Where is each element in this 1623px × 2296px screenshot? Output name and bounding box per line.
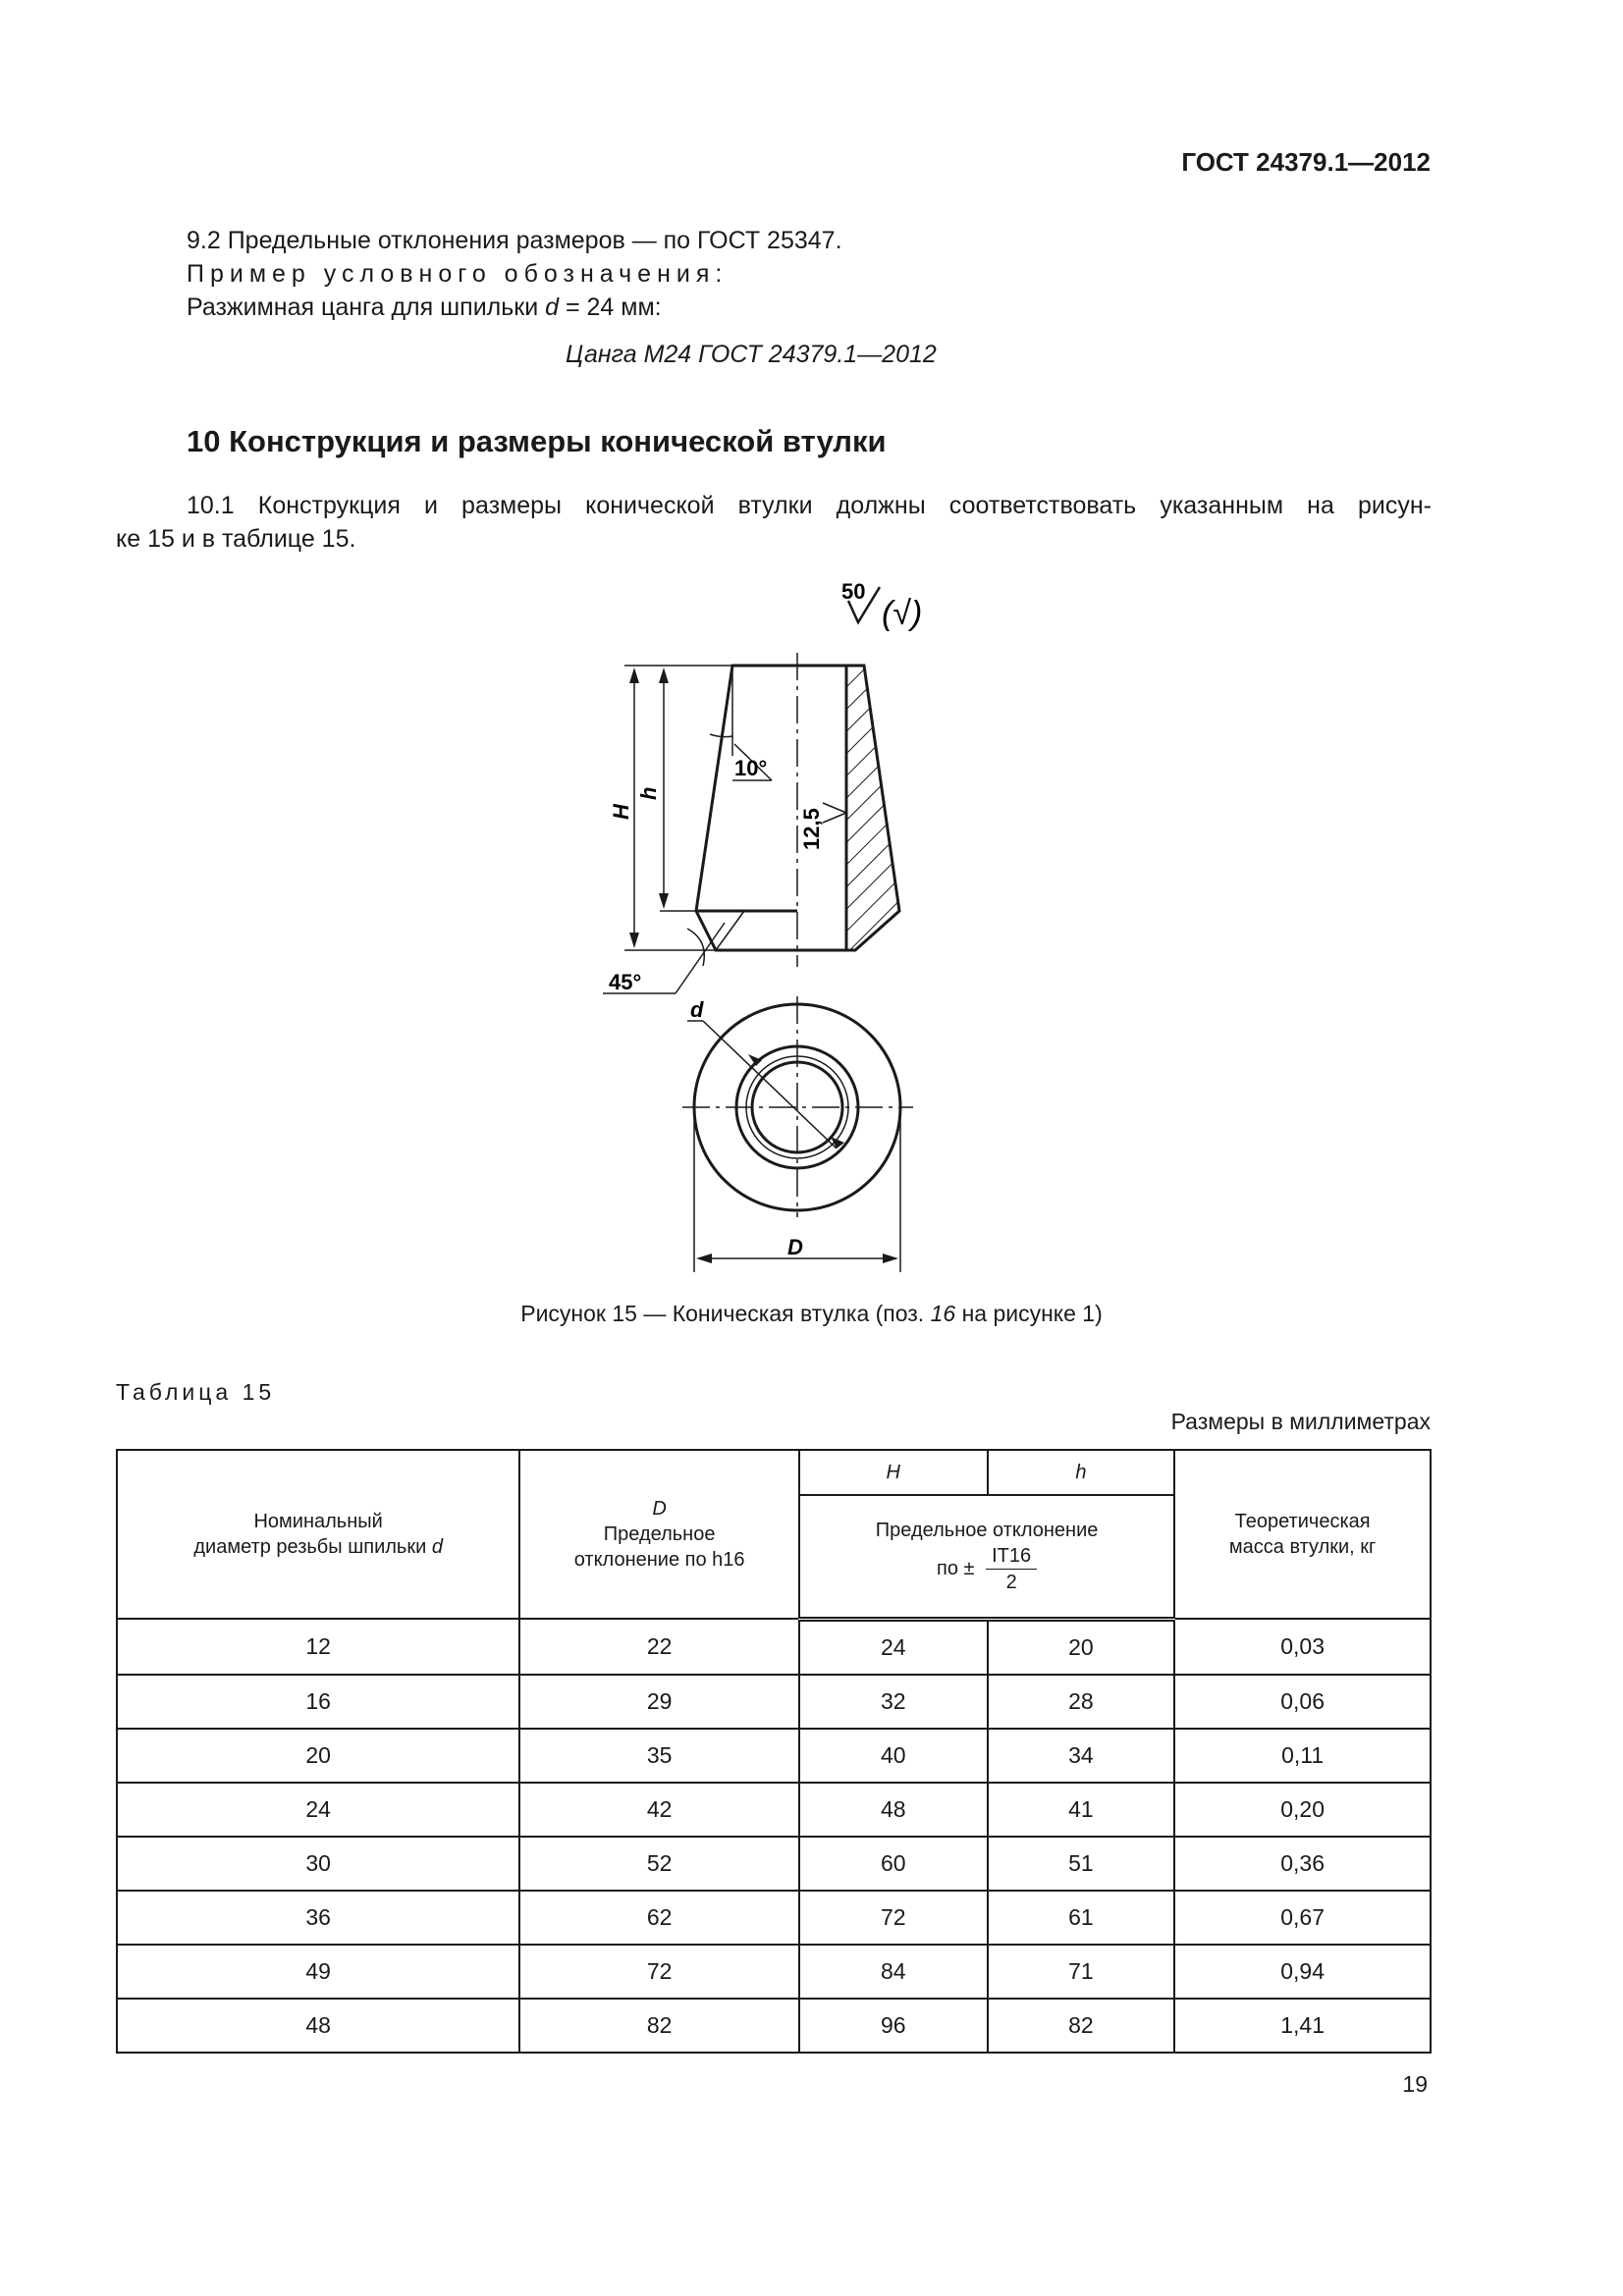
header-tolerance-fraction <box>986 1543 1037 1595</box>
dim-label-angle-taper: 10° <box>734 756 768 780</box>
cell-H: 40 <box>799 1729 988 1783</box>
cell-h: 61 <box>988 1891 1175 1945</box>
cell-mass: 0,11 <box>1174 1729 1431 1783</box>
table-row <box>117 1945 1431 1999</box>
cell-h: 20 <box>988 1619 1175 1675</box>
figure-caption <box>0 1301 1623 1327</box>
example-text-post: = 24 мм: <box>559 294 662 321</box>
top-view <box>682 996 913 1272</box>
roughness-symbol <box>841 579 922 632</box>
cell-h: 28 <box>988 1675 1175 1729</box>
cell-H: 48 <box>799 1783 988 1837</box>
header-mass-line2: масса втулки, кг <box>1228 1536 1377 1558</box>
header-tolerance-pre: по ± <box>937 1557 975 1579</box>
cell-D: 72 <box>519 1945 799 1999</box>
example-var-d: d <box>545 294 560 321</box>
cell-d: 16 <box>117 1675 519 1729</box>
dim-label-angle-chamfer: 45° <box>609 970 642 994</box>
cell-h: 41 <box>988 1783 1175 1837</box>
dim-label-d: d <box>690 997 704 1022</box>
clause-10-1-line1: 10.1 Конструкция и размеры конической втулки должны соответствовать указанным на рисун- <box>187 492 1432 519</box>
header-nominal-line2: диаметр резьбы шпильки <box>193 1536 432 1558</box>
header-nominal-diameter <box>117 1450 519 1619</box>
header-nominal-line1: Номинальный <box>253 1511 383 1532</box>
fraction-numerator: IT16 <box>986 1543 1037 1570</box>
table-row <box>117 1891 1431 1945</box>
header-tolerance-line1: Предельное отклонение <box>875 1519 1099 1541</box>
cell-D: 35 <box>519 1729 799 1783</box>
table-row <box>117 1675 1431 1729</box>
cell-H: 84 <box>799 1945 988 1999</box>
header-D-line2: отклонение по h16 <box>573 1549 745 1571</box>
cell-D: 29 <box>519 1675 799 1729</box>
header-D <box>519 1450 799 1619</box>
example-label: Пример условного обозначения: <box>187 260 729 288</box>
cell-mass: 1,41 <box>1174 1999 1431 2053</box>
cell-D: 22 <box>519 1619 799 1675</box>
header-mass-line1: Теоретическая <box>1234 1511 1371 1532</box>
cell-d: 20 <box>117 1729 519 1783</box>
cell-d: 49 <box>117 1945 519 1999</box>
header-D-line1: Предельное <box>603 1523 716 1545</box>
roughness-value: 50 <box>841 579 866 604</box>
caption-pre: Рисунок 15 — Коническая втулка (поз. <box>520 1301 931 1326</box>
table-row <box>117 1837 1431 1891</box>
cell-H: 60 <box>799 1837 988 1891</box>
dim-label-D: D <box>787 1235 803 1259</box>
cell-d: 30 <box>117 1837 519 1891</box>
dim-label-h: h <box>636 786 661 800</box>
cell-mass: 0,06 <box>1174 1675 1431 1729</box>
clause-10-1-line2: ке 15 и в таблице 15. <box>116 525 356 553</box>
header-nominal-var: d <box>431 1536 443 1558</box>
table-units: Размеры в миллиметрах <box>1170 1409 1431 1434</box>
cell-mass: 0,03 <box>1174 1619 1431 1675</box>
cell-d: 12 <box>117 1619 519 1675</box>
cell-mass: 0,36 <box>1174 1837 1431 1891</box>
fraction-denominator: 2 <box>1005 1571 1017 1593</box>
section-10-title: 10 Конструкция и размеры конической втулки <box>187 424 887 458</box>
cell-H: 72 <box>799 1891 988 1945</box>
designation-example: Цанга М24 ГОСТ 24379.1—2012 <box>566 341 937 368</box>
cell-H: 24 <box>799 1619 988 1675</box>
page-number: 19 <box>1402 2071 1428 2097</box>
example-text-pre: Разжимная цанга для шпильки <box>187 294 546 321</box>
standard-header: ГОСТ 24379.1—2012 <box>1181 147 1431 177</box>
table-row <box>117 1729 1431 1783</box>
dim-label-roughness-inner: 12,5 <box>799 808 824 850</box>
cell-h: 71 <box>988 1945 1175 1999</box>
table-row <box>117 1619 1431 1675</box>
dimensions-table <box>116 1449 1432 2054</box>
cell-h: 82 <box>988 1999 1175 2053</box>
cell-d: 24 <box>117 1783 519 1837</box>
clause-9-2: 9.2 Предельные отклонения размеров — по ГОСТ 25347. <box>187 227 842 254</box>
roughness-extra: (√) <box>882 595 923 632</box>
cell-mass: 0,94 <box>1174 1945 1431 1999</box>
cell-d: 36 <box>117 1891 519 1945</box>
cell-D: 82 <box>519 1999 799 2053</box>
cell-H: 96 <box>799 1999 988 2053</box>
cell-mass: 0,67 <box>1174 1891 1431 1945</box>
table-row <box>117 1999 1431 2053</box>
cell-mass: 0,20 <box>1174 1783 1431 1837</box>
header-h: h <box>988 1450 1175 1495</box>
cell-H: 32 <box>799 1675 988 1729</box>
caption-num: 16 <box>930 1301 956 1326</box>
cell-D: 62 <box>519 1891 799 1945</box>
cell-h: 34 <box>988 1729 1175 1783</box>
table-label: Таблица 15 <box>116 1379 276 1405</box>
cell-h: 51 <box>988 1837 1175 1891</box>
header-H: H <box>799 1450 988 1495</box>
side-view <box>603 653 899 993</box>
dim-label-H: H <box>609 804 633 820</box>
table-row <box>117 1783 1431 1837</box>
cell-d: 48 <box>117 1999 519 2053</box>
header-mass <box>1174 1450 1431 1619</box>
header-D-var: D <box>652 1498 667 1520</box>
cell-D: 52 <box>519 1837 799 1891</box>
cell-D: 42 <box>519 1783 799 1837</box>
header-tolerance <box>799 1495 1174 1619</box>
caption-post: на рисунке 1) <box>955 1301 1103 1326</box>
